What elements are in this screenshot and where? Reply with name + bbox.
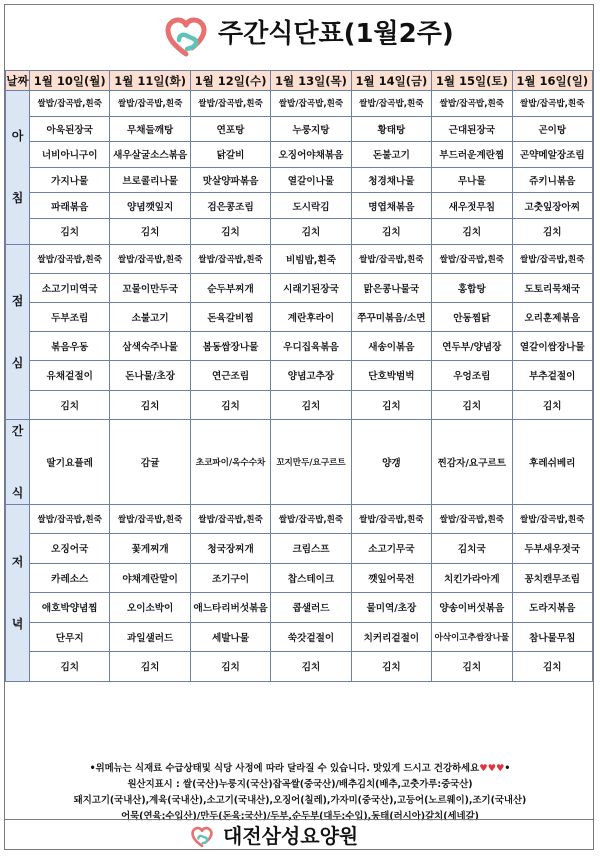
menu-item: 열갈이쌈장나물 [512,332,592,361]
menu-item: 맛살양파볶음 [190,167,270,193]
menu-item: 홍합탕 [432,273,512,302]
menu-item: 김치 [190,218,270,244]
menu-item: 쌀밥/잡곡밥,흰죽 [512,91,592,117]
dinner-row [6,593,593,623]
menu-item: 치킨가라아게 [432,563,512,593]
menu-item: 가지나물 [30,167,110,193]
menu-item: 우엉조림 [432,361,512,390]
menu-item: 두부조림 [30,302,110,331]
snack-row [6,419,593,504]
menu-item: 청경채나물 [351,167,431,193]
menu-item: 쌀밥/잡곡밥,흰죽 [30,244,110,273]
menu-item: 볶음우동 [30,332,110,361]
menu-item: 아욱된장국 [30,116,110,142]
lunch-row [6,390,593,419]
menu-item: 크림스프 [271,534,351,564]
menu-item: 김치 [110,652,190,682]
lunch-label: 점 심 [6,244,30,419]
menu-item: 쥬키니볶음 [512,167,592,193]
menu-item: 김치국 [432,534,512,564]
menu-item: 김치 [271,652,351,682]
menu-item: 쌀밥/잡곡밥,흰죽 [30,504,110,534]
menu-item: 쌀밥/잡곡밥,흰죽 [110,504,190,534]
day-header: 1월 12일(수) [190,71,270,91]
menu-item: 김치 [432,390,512,419]
breakfast-label: 아 침 [6,91,30,245]
menu-item: 쌀밥/잡곡밥,흰죽 [30,91,110,117]
menu-item: 물미역/초장 [351,593,431,623]
heart-logo-icon [191,826,213,848]
menu-item: 카레소스 [30,563,110,593]
menu-item: 양송이버섯볶음 [432,593,512,623]
menu-item: 곤이탕 [512,116,592,142]
lunch-row [6,332,593,361]
menu-item: 김치 [432,652,512,682]
menu-item: 감귤 [110,419,190,504]
menu-item: 쌀밥/잡곡밥,흰죽 [351,244,431,273]
lunch-row [6,361,593,390]
menu-item: 두부새우젓국 [512,534,592,564]
menu-item: 양념고추장 [271,361,351,390]
origin-line: 원산지표시 : 쌀(국산)누룽지(국산)잡곡쌀(중국산)/배추김치(배추,고춧가루:중국산) [127,779,473,790]
menu-item: 쌀밥/잡곡밥,흰죽 [432,91,512,117]
menu-item: 명엽채볶음 [351,193,431,219]
dinner-row [6,504,593,534]
menu-item: 돈육갈비찜 [190,302,270,331]
menu-item: 순두부찌개 [190,273,270,302]
menu-item: 김치 [110,218,190,244]
menu-item: 곤약메알장조림 [512,142,592,168]
heart-logo-icon [165,16,207,58]
menu-item: 돈불고기 [351,142,431,168]
dinner-label: 저 녁 [6,504,30,681]
menu-item: 콥샐러드 [271,593,351,623]
menu-item: 김치 [271,218,351,244]
menu-item: 양갱 [351,419,431,504]
notice-text: •위메뉴는 식재료 수급상태및 식당 사정에 따라 달라질 수 있습니다. 맛있게 드시고 건강하세요 [89,763,480,774]
menu-item: 연두부/양념장 [432,332,512,361]
menu-item: 김치 [351,218,431,244]
menu-item: 오징어야채볶음 [271,142,351,168]
origin-line: 돼지고기(국내산),계육(국내산),소고기(국내산),오징어(칠레),가자미(중국산),고등어(노르웨이),조기(국내산) [73,795,527,806]
menu-item: 봄동쌈장나물 [190,332,270,361]
menu-item: 세발나물 [190,622,270,652]
notice-line [8,761,592,777]
menu-item: 청국장찌개 [190,534,270,564]
menu-item: 무채들깨탕 [110,116,190,142]
menu-item: 계란후라이 [271,302,351,331]
menu-item: 너비아니구이 [30,142,110,168]
menu-item: 소고기미역국 [30,273,110,302]
menu-item: 연근조림 [190,361,270,390]
menu-item: 김치 [110,390,190,419]
menu-item: 후레쉬베리 [512,419,592,504]
menu-item: 김치 [190,652,270,682]
menu-item: 치커리겉절이 [351,622,431,652]
dinner-row [6,563,593,593]
menu-item: 애느타리버섯볶음 [190,593,270,623]
menu-item: 도토리묵채국 [512,273,592,302]
date-label: 날짜 [6,71,30,91]
menu-item: 깻잎어묵전 [351,563,431,593]
menu-item: 찹스테이크 [271,563,351,593]
breakfast-row [6,218,593,244]
menu-item: 소불고기 [110,302,190,331]
menu-item: 꼬물이만두국 [110,273,190,302]
menu-item: 열갈이나물 [271,167,351,193]
menu-item: 쌀밥/잡곡밥,흰죽 [190,244,270,273]
date-header-row [6,71,593,91]
menu-item: 단호박범벅 [351,361,431,390]
menu-item: 김치 [351,652,431,682]
menu-item: 돈나물/초장 [110,361,190,390]
page-title: 주간식단표(1월2주) [218,19,454,49]
day-header: 1월 11일(화) [110,71,190,91]
menu-item: 쌀밥/잡곡밥,흰죽 [432,504,512,534]
menu-item: 맑은콩나물국 [351,273,431,302]
day-header: 1월 16일(일) [512,71,592,91]
lunch-row [6,302,593,331]
dinner-row [6,652,593,682]
menu-item: 새우살굴소스볶음 [110,142,190,168]
menu-item: 김치 [30,390,110,419]
header [0,0,600,68]
menu-item: 검은콩조림 [190,193,270,219]
day-header: 1월 15일(토) [432,71,512,91]
menu-item: 참나물무침 [512,622,592,652]
menu-item: 연포탕 [190,116,270,142]
menu-item: 도시락김 [271,193,351,219]
menu-item: 쌀밥/잡곡밥,흰죽 [271,504,351,534]
menu-item: 쌀밥/잡곡밥,흰죽 [271,91,351,117]
menu-item: 쌀밥/잡곡밥,흰죽 [512,244,592,273]
dinner-row [6,534,593,564]
origin-line: 어묵(연육:수입산)/만두(돈육:국산)/두부,순두부(대두:수입),동태(러시아)갈치(세네갈) [121,811,479,822]
day-header: 1월 14일(금) [351,71,431,91]
day-header: 1월 13일(목) [271,71,351,91]
menu-item: 시래기된장국 [271,273,351,302]
menu-item: 애호박양념찜 [30,593,110,623]
menu-item: 김치 [351,390,431,419]
breakfast-row [6,91,593,117]
menu-item: 김치 [512,390,592,419]
menu-item: 쌀밥/잡곡밥,흰죽 [190,91,270,117]
menu-item: 쌀밥/잡곡밥,흰죽 [432,244,512,273]
menu-body [6,91,593,682]
lunch-row [6,244,593,273]
breakfast-row [6,167,593,193]
day-header: 1월 10일(월) [30,71,110,91]
menu-item: 김치 [512,652,592,682]
menu-item: 황태탕 [351,116,431,142]
menu-item: 고춧잎장아찌 [512,193,592,219]
menu-item: 쭈꾸미볶음/소면 [351,302,431,331]
menu-item: 오이소박이 [110,593,190,623]
menu-item: 부추겉절이 [512,361,592,390]
menu-item: 비빔밥,흰죽 [271,244,351,273]
menu-item: 딸기요플레 [30,419,110,504]
menu-item: 과일샐러드 [110,622,190,652]
menu-item: 삼색숙주나물 [110,332,190,361]
menu-item: 쌀밥/잡곡밥,흰죽 [512,504,592,534]
menu-item: 무나물 [432,167,512,193]
menu-item: 조기구이 [190,563,270,593]
menu-item: 꽃게찌개 [110,534,190,564]
menu-item: 찐감자/요구르트 [432,419,512,504]
breakfast-row [6,142,593,168]
menu-item: 근대된장국 [432,116,512,142]
menu-item: 도라지볶음 [512,593,592,623]
menu-item: 쌀밥/잡곡밥,흰죽 [190,504,270,534]
menu-item: 브로콜리나물 [110,167,190,193]
facility-name: 대전삼성요양원 [223,824,359,848]
menu-item: 소고기무국 [351,534,431,564]
heart-icon: ♥♥♥ [479,763,505,774]
menu-item: 김치 [30,652,110,682]
notice-bullet: • [504,763,511,774]
menu-item: 누룽지탕 [271,116,351,142]
menu-item: 쌀밥/잡곡밥,흰죽 [351,91,431,117]
menu-item: 안동찜닭 [432,302,512,331]
menu-item: 오리훈제볶음 [512,302,592,331]
menu-item: 김치 [512,218,592,244]
menu-item: 단무지 [30,622,110,652]
menu-item: 야채계란말이 [110,563,190,593]
menu-item: 김치 [190,390,270,419]
menu-item: 새우젓무침 [432,193,512,219]
menu-item: 오징어국 [30,534,110,564]
menu-item: 김치 [432,218,512,244]
notice-box [8,761,592,825]
menu-item: 우디집육볶음 [271,332,351,361]
weekly-menu-table [5,70,593,682]
menu-item: 쌀밥/잡곡밥,흰죽 [110,244,190,273]
menu-item: 닭갈비 [190,142,270,168]
menu-item: 파래볶음 [30,193,110,219]
menu-item: 유채겉절이 [30,361,110,390]
menu-item: 꽁치캔무조림 [512,563,592,593]
menu-item: 양념깻잎지 [110,193,190,219]
menu-item: 새송이볶음 [351,332,431,361]
menu-item: 초코파이/옥수수차 [190,419,270,504]
lunch-row [6,273,593,302]
dinner-row [6,622,593,652]
menu-item: 쑥갓겉절이 [271,622,351,652]
breakfast-row [6,116,593,142]
menu-item: 김치 [30,218,110,244]
footer [5,819,593,850]
menu-item: 김치 [271,390,351,419]
menu-item: 쌀밥/잡곡밥,흰죽 [351,504,431,534]
snack-label: 간 식 [6,419,30,504]
breakfast-row [6,193,593,219]
menu-item: 부드러운계란찜 [432,142,512,168]
menu-item: 꼬지만두/요구르트 [271,419,351,504]
menu-item: 아삭이고추쌈장나물 [432,622,512,652]
menu-item: 쌀밥/잡곡밥,흰죽 [110,91,190,117]
